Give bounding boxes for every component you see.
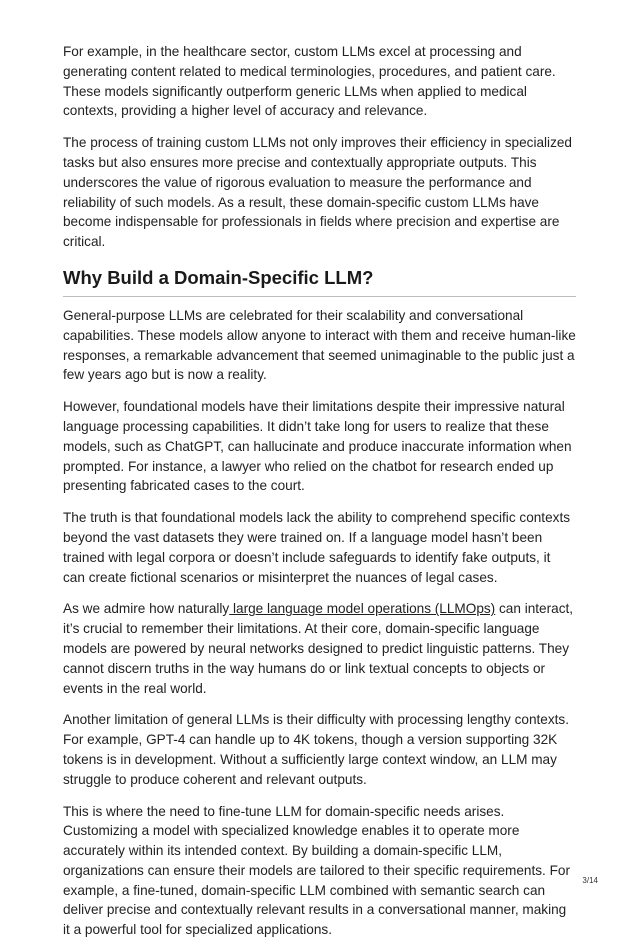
section-heading: Why Build a Domain-Specific LLM? [63, 266, 374, 288]
page-number: 3/14 [582, 876, 598, 885]
document-page [63, 42, 576, 952]
section-paragraph-5: Another limitation of general LLMs is their difficulty with processing lengthy contexts. For example, GPT-4 can handle up to 4K tokens, though a version supporting 32K tokens is in development. Without a sufficiently large context window, an LLM may struggle to produce coherent and relevant outputs. [63, 712, 569, 787]
intro-paragraph-1: For example, in the healthcare sector, custom LLMs excel at processing and generating content related to medical terminologies, procedures, and patient care. These models significantly outperform generic LLMs when applied to medical contexts, providing a higher level of accuracy and relevance. [63, 44, 556, 119]
section-paragraph-6: This is where the need to fine-tune LLM for domain-specific needs arises. Customizing a model with specialized knowledge enables it to operate more accurately within its intended context. By building a domain-specific LLM, organizations can ensure their models are tailored to their specific requirements. For example, a fine-tuned, domain-specific LLM combined with semantic search can deliver precise and contextually relevant results in a conversational manner, making it a powerful tool for specialized applications. [63, 803, 570, 938]
intro-paragraph-2: The process of training custom LLMs not only improves their efficiency in specialized tasks but also ensures more precise and contextually appropriate outputs. This underscores the value of rigorous evaluation to measure the performance and reliability of such models. As a result, these domain-specific custom LLMs have become indispensable for professionals in fields where precision and expertise are critical. [63, 135, 572, 250]
section-paragraph-2: However, foundational models have their limitations despite their impressive natural language processing capabilities. It didn’t take long for users to realize that these models, such as ChatGPT, can hallucinate and produce inaccurate information when prompted. For instance, a lawyer who relied on the chatbot for research ended up presenting fabricated cases to the court. [63, 399, 572, 494]
paragraph-4-lead-text: As we admire how naturally [63, 601, 230, 617]
section-paragraph-3: The truth is that foundational models lack the ability to comprehend specific contexts beyond the vast datasets they were trained on. If a language model hasn’t been trained with legal corpora or doesn’t include safeguards to identify fake outputs, it can create fictional scenarios or misinterpret the nuances of legal cases. [63, 510, 571, 585]
heading-divider [63, 296, 576, 297]
llmops-link[interactable]: large language model operations (LLMOps) [229, 601, 496, 617]
section-paragraph-4 [63, 599, 576, 698]
paragraph-4-trailing-text: can interact, it’s crucial to remember their limitations. At their core, domain-specific language models are powered by neural networks designed to predict linguistic patterns. They cannot discern truths in the way humans do or link textual concepts to objects or events in the real world. [63, 601, 574, 696]
section-paragraph-1: General-purpose LLMs are celebrated for their scalability and conversational capabilities. These models allow anyone to interact with them and receive human-like responses, a remarkable advancement that seemed unimaginable to the public just a few years ago but is now a reality. [63, 307, 576, 383]
